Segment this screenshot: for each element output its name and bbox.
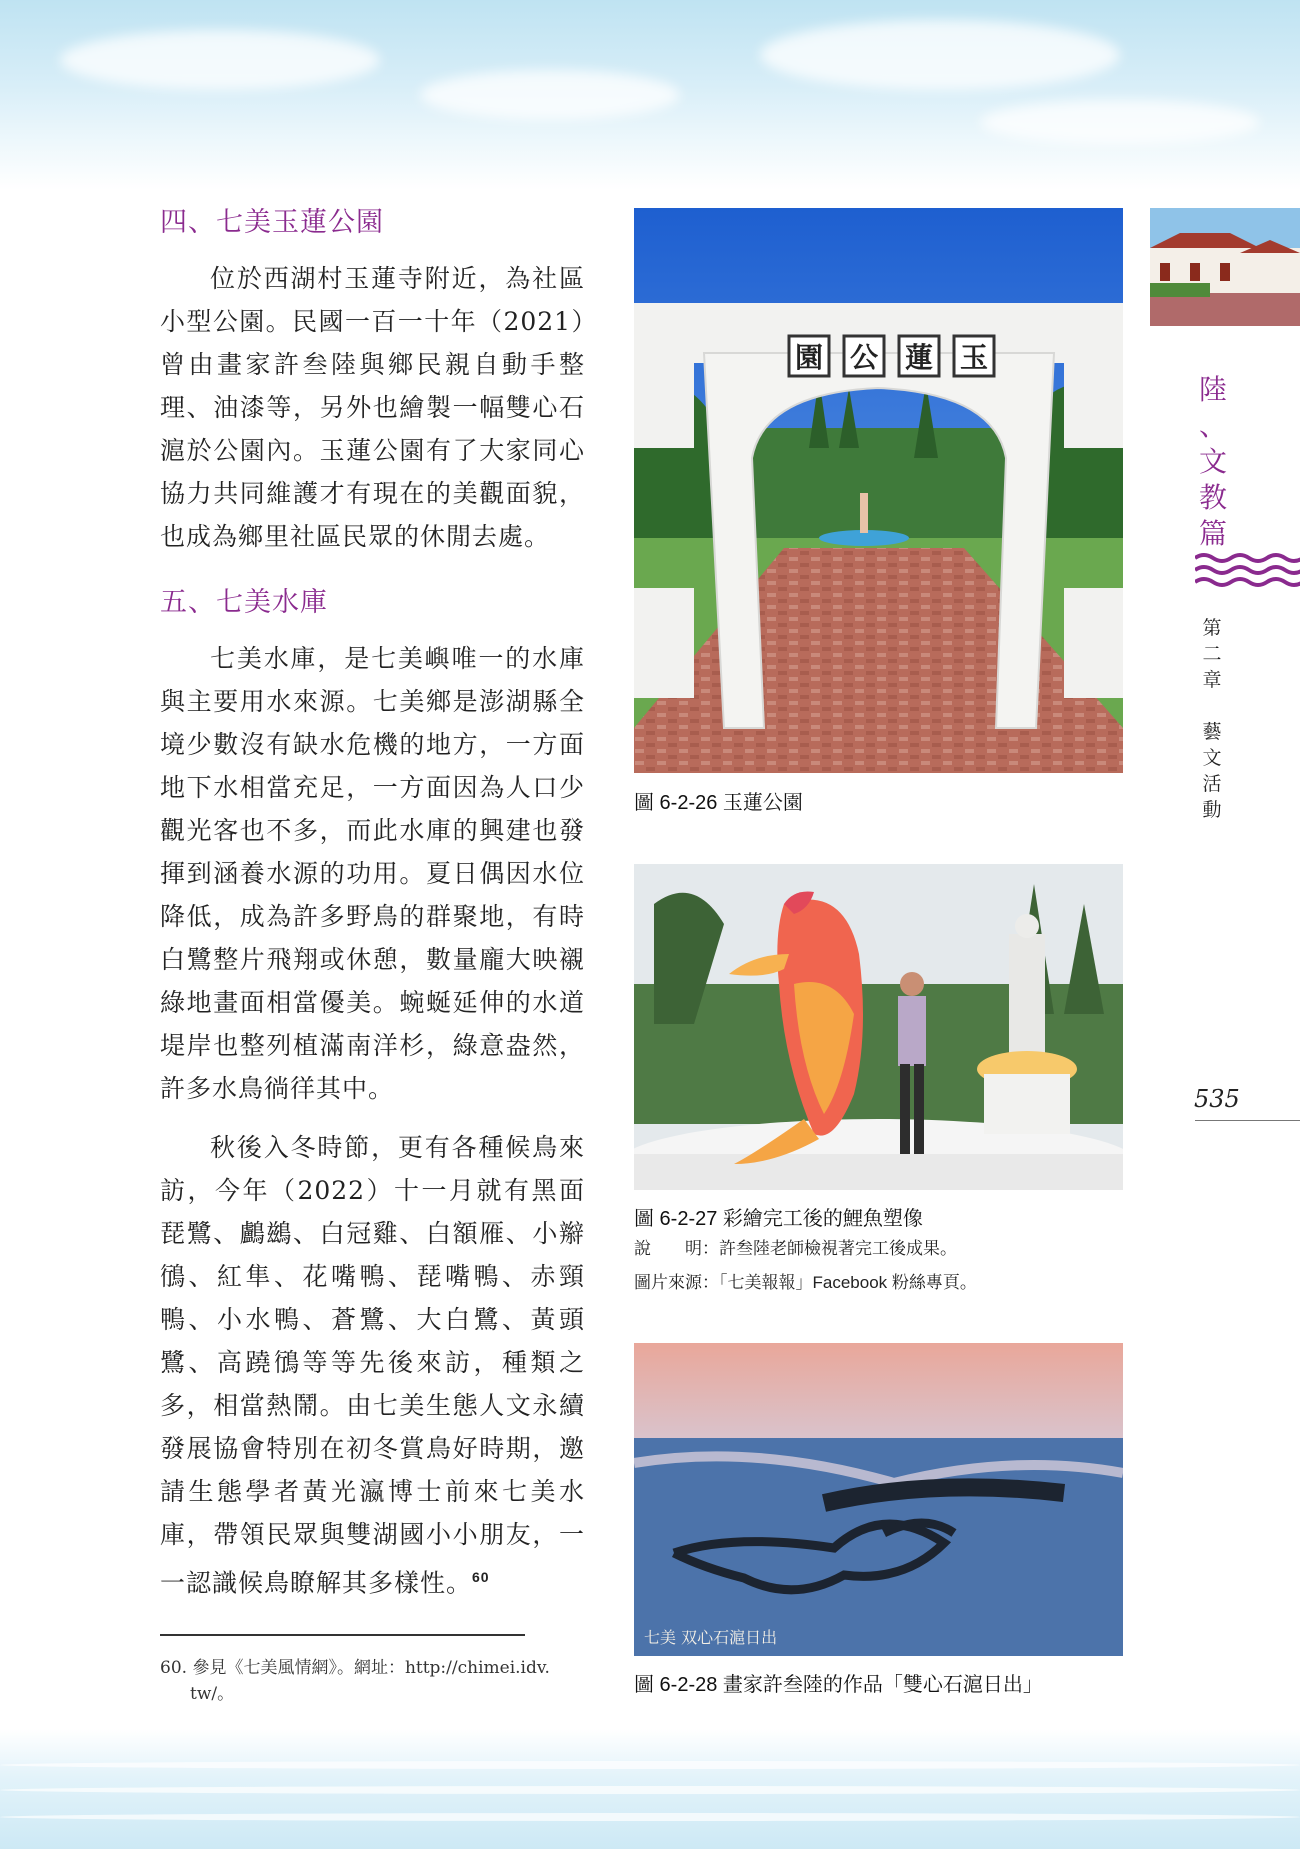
part-title-char: 篇: [1198, 517, 1227, 550]
figure-note-source: 圖片來源：「七美報報」Facebook 粉絲專頁。: [634, 1273, 977, 1292]
part-title-char: 、: [1198, 409, 1227, 442]
paragraph-reservoir-2: [160, 1126, 585, 1604]
footnote-reference: 60: [472, 1569, 490, 1585]
chapter-char: 章: [1202, 669, 1222, 691]
paragraph-reservoir-2-text: 秋後入冬時節，更有各種候鳥來訪，今年（2022）十一月就有黑面琵鷺、鸕鷀、白冠雞、白額雁、小辮鴴、紅隼、花嘴鴨、琵嘴鴨、赤頸鴨、小水鴨、蒼鷺、大白鷺、黃頭鷺、高蹺鴴等等先後來訪，種類之多，相當熱鬧。由七美生態人文永續發展協會特別在初冬賞鳥好時期，邀請生態學者黃光瀛博士前來七美水庫，帶領民眾與雙湖國小小朋友，一一認識候鳥瞭解其多樣性。: [160, 1133, 585, 1598]
chapter-char: 動: [1202, 799, 1222, 821]
footnote-line-1: 60. 參見《七美風情網》。網址：http://chimei.idv.: [160, 1658, 550, 1678]
figure-caption-6-2-27: 圖 6-2-27 彩繪完工後的鯉魚塑像: [634, 1208, 923, 1230]
figure-caption-6-2-26: 圖 6-2-26 玉蓮公園: [634, 792, 803, 814]
sign-char-3: 蓮: [904, 341, 934, 374]
sea-footer-background: [0, 1729, 1300, 1849]
sign-char-2: 公: [849, 341, 879, 374]
chapter-title-vertical: [1200, 615, 1224, 823]
paragraph-reservoir-1: 七美水庫，是七美嶼唯一的水庫與主要用水來源。七美鄉是澎湖縣全境少數沒有缺水危機的地方，一方面地下水相當充足，一方面因為人口少觀光客也不多，而此水庫的興建也發揮到涵養水源的功用。夏日偶因水位降低，成為許多野鳥的群聚地，有時白鷺整片飛翔或休憩，數量龐大映襯綠地畫面相當優美。蜿蜒延伸的水道堤岸也整列植滿南洋杉，綠意盎然，許多水鳥徜徉其中。: [160, 644, 585, 1103]
wave-ornament-icon: [1195, 552, 1300, 588]
section-heading-qimei-reservoir: 五、七美水庫: [160, 587, 328, 618]
sign-char-4: 玉: [959, 341, 989, 374]
page-number-rule: [1195, 1120, 1300, 1121]
photo-carp-sculpture: [634, 864, 1123, 1190]
main-text-column: [160, 200, 585, 1604]
footnote: [160, 1655, 580, 1707]
sign-char-1: 園: [794, 341, 824, 374]
footnote-line-2: tw/。: [190, 1684, 235, 1704]
section-heading-yulian-park: 四、七美玉蓮公園: [160, 207, 384, 238]
painting-signature: 七美 双心石滬日出: [644, 1628, 778, 1647]
sidebar-thumbnail-photo: [1150, 208, 1300, 326]
part-title-char: 陸: [1198, 373, 1227, 406]
part-title-char: 文: [1198, 445, 1227, 478]
page-number: 535: [1194, 1085, 1240, 1113]
chapter-char: 活: [1202, 773, 1222, 795]
chapter-char: 第: [1202, 617, 1222, 639]
figure-caption-6-2-28: 圖 6-2-28 畫家許叁陸的作品「雙心石滬日出」: [634, 1674, 1043, 1696]
footnote-divider: [160, 1634, 525, 1636]
sky-header-background: [0, 0, 1300, 190]
part-title-char: 教: [1198, 481, 1227, 514]
photo-yulian-park-gate: [634, 208, 1123, 773]
part-title-vertical: [1198, 372, 1228, 552]
chapter-char: 藝: [1202, 721, 1222, 743]
photo-painting-twin-hearts: [634, 1343, 1123, 1656]
chapter-char: [1200, 693, 1224, 719]
chapter-char: 文: [1202, 747, 1222, 769]
chapter-char: 二: [1202, 643, 1222, 665]
figure-note-description: 說 明：許叁陸老師檢視著完工後成果。: [634, 1239, 957, 1258]
paragraph-yulian-park: 位於西湖村玉蓮寺附近，為社區小型公園。民國一百一十年（2021）曾由畫家許叁陸與鄉民親自動手整理、油漆等，另外也繪製一幅雙心石滬於公園內。玉蓮公園有了大家同心協力共同維護才有現在的美觀面貌，也成為鄉里社區民眾的休閒去處。: [160, 264, 585, 551]
